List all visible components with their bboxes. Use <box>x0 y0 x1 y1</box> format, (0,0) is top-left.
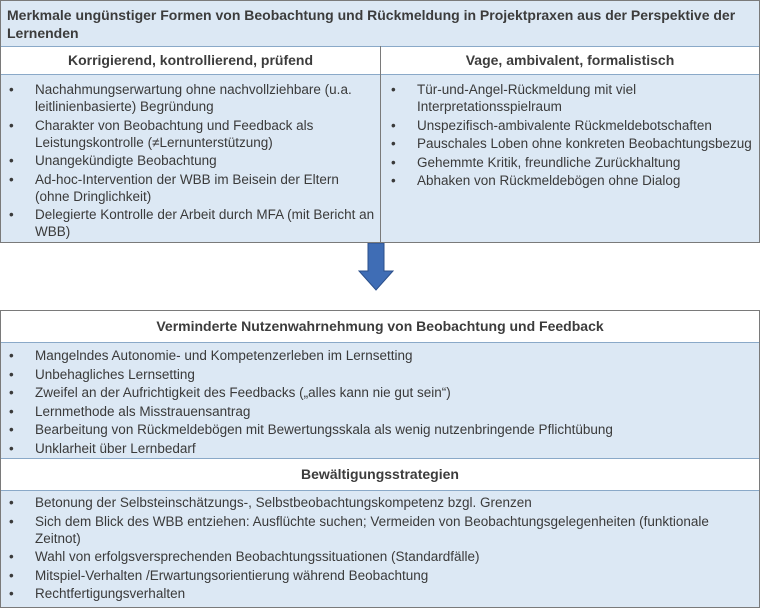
bullet-icon: • <box>9 567 14 583</box>
list-item: • Bearbeitung von Rückmeldebögen mit Bewertungsskala als wenig nutzenbringende Pflichtübung <box>9 422 613 437</box>
bullet-icon: • <box>391 173 396 188</box>
coping-list <box>5 494 755 604</box>
left-column-heading: Korrigierend, kontrollierend, prüfend <box>1 46 380 74</box>
list-item: • Unbehagliches Lernsetting <box>9 366 195 382</box>
left-column-list <box>5 81 377 242</box>
bullet-icon: • <box>9 495 14 510</box>
list-item: • Nachahmungserwartung ohne nachvollziehbare (u.a. leitlinienbasierte) Begründung <box>9 82 352 114</box>
list-item: • Unklarheit über Lernbedarf <box>9 440 196 456</box>
list-item: • Lernmethode als Misstrauensantrag <box>9 403 251 419</box>
section-heading-perception: Verminderte Nutzenwahrnehmung von Beobachtung und Feedback <box>1 311 759 342</box>
bullet-icon: • <box>391 136 396 151</box>
list-item: • Tür-und-Angel-Rückmeldung mit viel Interpretationsspielraum <box>391 82 637 114</box>
column-divider <box>380 46 381 242</box>
bullet-icon: • <box>9 171 14 187</box>
list-item: • Rechtfertigungsverhalten <box>9 586 186 601</box>
section-divider <box>1 342 759 343</box>
list-item: • Abhaken von Rückmeldebögen ohne Dialog <box>391 173 681 188</box>
bullet-icon: • <box>9 422 14 437</box>
bullet-icon: • <box>9 117 14 133</box>
list-item: • Unangekündigte Beobachtung <box>9 153 217 168</box>
bullet-icon: • <box>9 403 14 419</box>
bullet-icon: • <box>391 82 396 97</box>
section-heading-coping: Bewältigungsstrategien <box>1 459 759 490</box>
bullet-icon: • <box>9 348 14 363</box>
bullet-icon: • <box>9 385 14 400</box>
list-item: • Unspezifisch-ambivalente Rückmeldebotschaften <box>391 117 712 133</box>
bullet-icon: • <box>9 366 14 382</box>
list-item: • Zweifel an der Aufrichtigkeit des Feedbacks („alles kann nie gut sein“) <box>9 385 451 400</box>
list-item: • Mitspiel-Verhalten /Erwartungsorientierung während Beobachtung <box>9 567 429 583</box>
right-column-list <box>387 81 757 191</box>
down-arrow-icon <box>358 243 394 291</box>
list-item: • Betonung der Selbsteinschätzungs-, Selbstbeobachtungskompetenz bzgl. Grenzen <box>9 495 532 510</box>
section-divider <box>1 490 759 491</box>
list-item: • Pauschales Loben ohne konkreten Beobachtungsbezug <box>391 136 752 151</box>
perception-list <box>5 347 755 458</box>
bullet-icon: • <box>9 207 14 222</box>
characteristics-box <box>0 0 760 243</box>
bullet-icon: • <box>9 513 14 529</box>
bullet-icon: • <box>9 82 14 97</box>
right-column-heading: Vage, ambivalent, formalistisch <box>381 46 759 74</box>
list-item: • Charakter von Beobachtung und Feedback als Leistungskontrolle (≠Lernunterstützung) <box>9 117 314 150</box>
bullet-icon: • <box>391 117 396 133</box>
diagram-title: Merkmale ungünstiger Formen von Beobachtung und Rückmeldung in Projektpraxen aus der Perspektive der Lernenden <box>1 1 759 46</box>
list-item: • Gehemmte Kritik, freundliche Zurückhaltung <box>391 154 681 170</box>
bullet-icon: • <box>9 586 14 601</box>
list-item: • Ad-hoc-Intervention der WBB im Beisein der Eltern (ohne Dringlichkeit) <box>9 171 339 204</box>
list-item: • Mangelndes Autonomie- und Kompetenzerleben im Lernsetting <box>9 348 413 363</box>
consequences-box <box>0 310 760 608</box>
list-item: • Sich dem Blick des WBB entziehen: Ausflüchte suchen; Vermeiden von Beobachtungsgelegenheiten (funktionale Zeitnot) <box>9 513 709 546</box>
list-item: • Delegierte Kontrolle der Arbeit durch MFA (mit Bericht an WBB) <box>9 207 375 239</box>
bullet-icon: • <box>9 549 14 564</box>
list-item: • Wahl von erfolgsversprechenden Beobachtungssituationen (Standardfälle) <box>9 549 480 564</box>
bullet-icon: • <box>391 154 396 170</box>
bullet-icon: • <box>9 440 14 456</box>
bullet-icon: • <box>9 153 14 168</box>
